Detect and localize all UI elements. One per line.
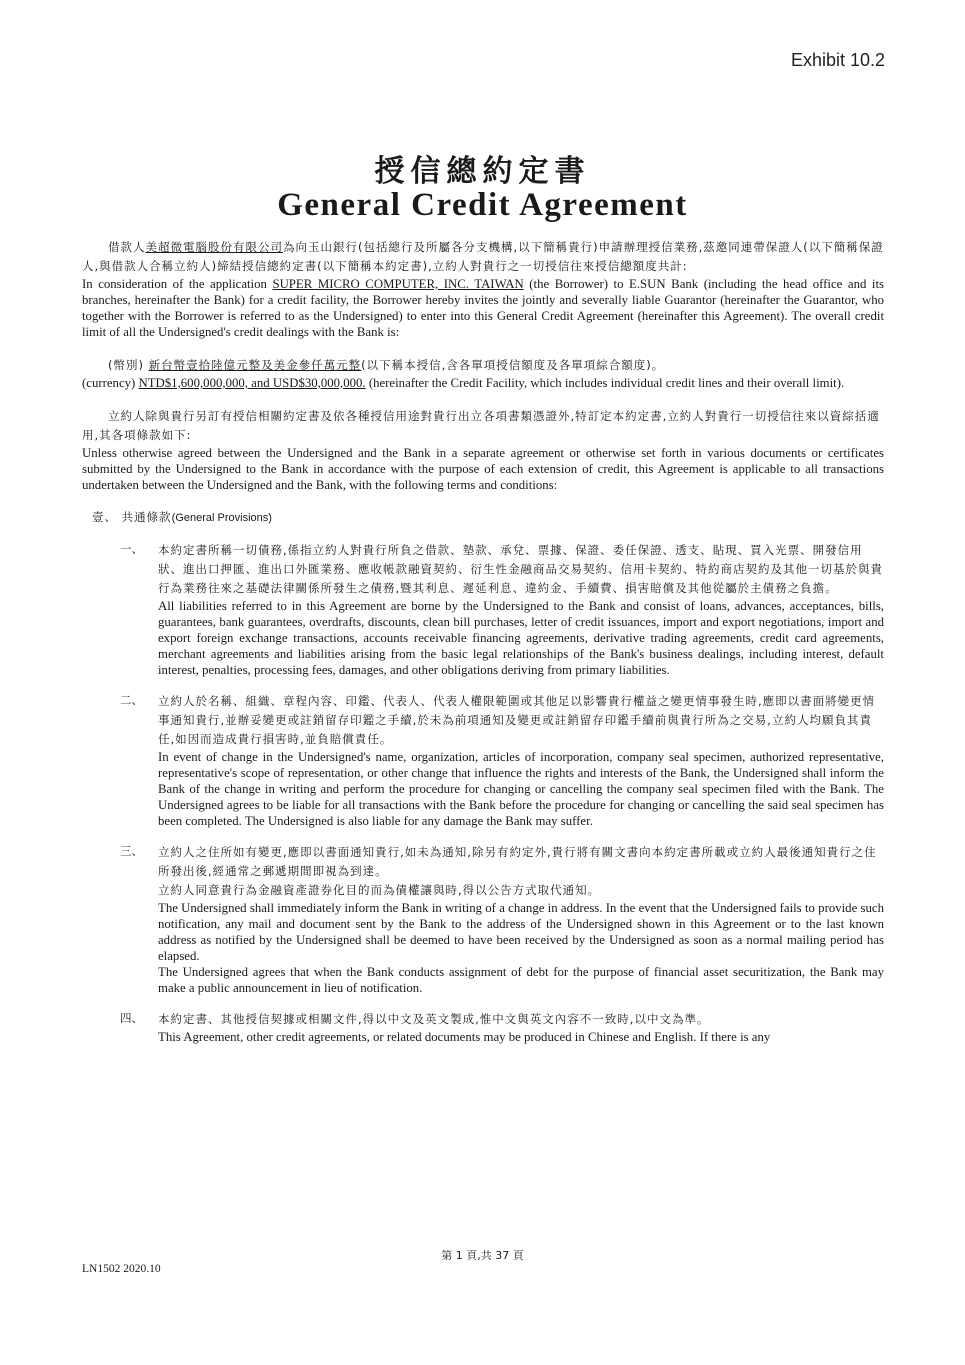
borrower-name-en: SUPER MICRO COMPUTER, INC. TAIWAN	[272, 277, 524, 291]
clause-en-second: The Undersigned agrees that when the Bank conducts assignment of debt for the purpose of financial asset securitization, the Bank may make a public announcement in lieu of notification.	[158, 965, 884, 995]
clause-en: In event of change in the Undersigned's name, organization, articles of incorporation, company seal specimen, authorized representative, representative's scope of representation, or other change that influence the rights and interests of the Bank, the Undersigned shall inform the Bank of the change in writing and perform the procedure for changing or cancelling the company seal specimen filed with the Bank. The Undersigned agrees to be liable for all transactions with the Bank before the procedure for changing or cancelling the said seal specimen has been completed. The Undersigned is also liable for any damage the Bank may suffer.	[158, 750, 884, 828]
currency-zh	[82, 356, 884, 375]
clause-en: The Undersigned shall immediately inform the Bank in writing of a change in address. In the event that the Undersigned fails to provide such notification, any mail and document sent by the Bank to the address of the Undersigned shown in this Agreement or to the last known address as notified by the Undersigned shall be deemed to have been received by the Undersigned as soon as a normal mailing period has elapsed.	[158, 901, 884, 963]
title-chinese: 授信總約定書	[374, 154, 591, 189]
intro-en-post: (the Borrower) to E.SUN Bank (including the head office and its branches, hereinafter the Bank) for a credit facility, the Borrower hereby invites the jointly and severally liable Guarantor (hereinafter the Guarantor, who together with the Borrower is referred to as the Undersigned) to enter into this General Credit Agreement (hereinafter this Agreement). The overall credit limit of all the Undersigned's credit dealings with the Bank is:	[82, 277, 884, 339]
section-title-en: (General Provisions)	[171, 512, 272, 524]
page-number: 第 1 頁,共 37 頁	[441, 1249, 524, 1262]
section-title-zh: 共通條款	[121, 510, 172, 524]
currency-en-pre: (currency)	[82, 376, 136, 390]
currency-en-post: (hereinafter the Credit Facility, which includes individual credit lines and their overall limit).	[368, 376, 845, 390]
section-number: 壹、	[92, 510, 117, 524]
clause-number: 三、	[120, 844, 143, 858]
intro-paragraph	[82, 238, 884, 340]
title-english: General Credit Agreement	[277, 187, 688, 223]
currency-paragraph	[82, 356, 884, 391]
exhibit-label: Exhibit 10.2	[790, 50, 885, 70]
form-code: LN1502 2020.10	[82, 1263, 161, 1275]
section-heading	[92, 509, 884, 525]
clause-item	[82, 843, 884, 996]
intro-en-pre: In consideration of the application	[82, 277, 267, 291]
intro-en	[82, 276, 884, 340]
applicability-paragraph	[82, 407, 884, 493]
applicability-zh: 立約人除與貴行另訂有授信相關約定書及依各種授信用途對貴行出立各項書類憑證外,特訂定本約定書,立約人對貴行一切授信往來以資綜括適用,其各項條款如下:	[82, 409, 880, 442]
applicability-en: Unless otherwise agreed between the Undersigned and the Bank in a separate agreement or otherwise set forth in various documents or certificates submitted by the Undersigned to the Bank in accordance with the purpose of each extension of credit, this Agreement is applicable to all transactions undertaken between the Undersigned and the Bank, with the following terms and conditions:	[82, 446, 884, 492]
credit-amount-en: NTD$1,600,000,000, and USD$30,000,000.	[138, 376, 366, 390]
document-body	[82, 238, 884, 1059]
intro-zh-pre: 借款人	[108, 240, 146, 254]
clause-item	[82, 541, 884, 678]
currency-zh-post: (以下稱本授信,含各單項授信額度及各單項綜合額度)。	[361, 358, 665, 372]
intro-zh	[82, 238, 884, 276]
currency-zh-pre: (幣別)	[108, 358, 144, 372]
clause-number: 一、	[120, 542, 143, 556]
clause-zh: 本約定書、其他授信契據或相關文件,得以中文及英文製成,惟中文與英文內容不一致時,以中文為準。	[158, 1012, 710, 1026]
clause-en: All liabilities referred to in this Agreement are borne by the Undersigned to the Bank and consist of loans, advances, acceptances, bills, guarantees, bank guarantees, overdrafts, discounts, clean bill purchases, letter of credit issuances, import and export negotiations, import and export foreign exchange transactions, accounts receivable financing agreements, derivative trading agreements, credit card agreements, merchant agreements and liabilities arising from the basic legal relationships of the Bank's business dealings, including interest, default interest, penalties, processing fees, damages, and other obligations deriving from primary liabilities.	[158, 599, 884, 677]
intro-zh-post: 為向玉山銀行(包括總行及所屬各分支機構,以下簡稱貴行)申請辦理授信業務,茲邀同連帶保證人(以下簡稱保證人,與借款人合稱立約人)締結授信總約定書(以下簡稱本約定書),立約人對貴行之一切授信往來授信總額度共計:	[82, 240, 884, 273]
clause-item	[82, 1010, 884, 1045]
clause-en: This Agreement, other credit agreements, or related documents may be produced in Chinese and English. If there is any	[158, 1030, 771, 1044]
clause-item	[82, 692, 884, 829]
clause-zh: 本約定書所稱一切債務,係指立約人對貴行所負之借款、墊款、承兌、票據、保證、委任保證、透支、貼現、買入光票、開發信用狀、進出口押匯、進出口外匯業務、應收帳款融資契約、衍生性金融商品交易契約、信用卡契約、特約商店契約及其他一切基於與貴行為業務往來之基礎法律關係所發生之債務,暨其利息、遲延利息、違約金、手續費、損害賠償及其他從屬於主債務之負擔。	[158, 543, 883, 595]
clause-zh-second: 立約人同意貴行為金融資產證券化目的而為債權讓與時,得以公告方式取代通知。	[158, 883, 601, 897]
currency-en	[82, 375, 884, 391]
borrower-name-zh: 美超微電腦股份有限公司	[145, 240, 283, 254]
clause-number: 二、	[120, 693, 143, 707]
clause-zh: 立約人之住所如有變更,應即以書面通知貴行,如未為通知,除另有約定外,貴行將有關文書向本約定書所載或立約人最後通知貴行之住所發出後,經通常之郵遞期間即視為到達。	[158, 845, 877, 878]
clause-zh: 立約人於名稱、組織、章程內容、印鑑、代表人、代表人權限範圍或其他足以影響貴行權益之變更情事發生時,應即以書面將變更情事通知貴行,並辦妥變更或註銷留存印鑑之手續,於未為前項通知及變更或註銷留存印鑑手續前與貴行所為之交易,立約人均願負其責任,如因而造成貴行損害時,並負賠償責任。	[158, 694, 876, 746]
credit-amount-zh: 新台幣壹拾陸億元整及美金參仟萬元整	[148, 358, 362, 372]
clause-number: 四、	[120, 1011, 143, 1025]
